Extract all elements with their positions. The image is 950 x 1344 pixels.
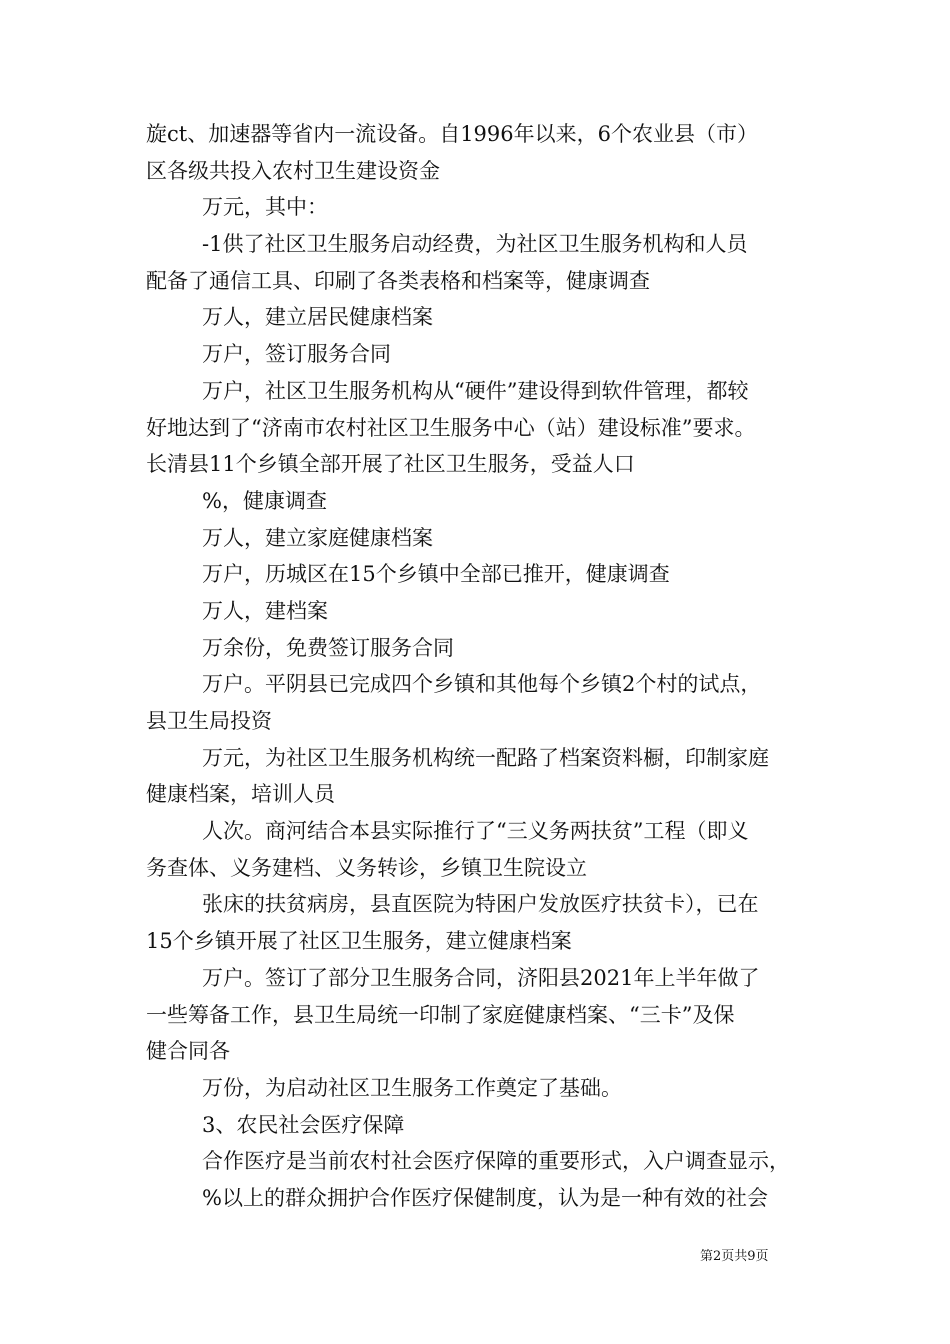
text-line-19: 健康档案，培训人员 — [146, 782, 335, 807]
text-line-26: 健合同各 — [146, 1039, 230, 1064]
text-line-30: %以上的群众拥护合作医疗保健制度，认为是一种有效的社会 — [202, 1185, 768, 1210]
text-line-14: 万人，建档案 — [202, 598, 328, 623]
text-line-20: 人次。商河结合本县实际推行了“三义务两扶贫”工程（即义 — [202, 819, 749, 844]
text-line-4: -1供了社区卫生服务启动经费，为社区卫生服务机构和人员 — [202, 232, 748, 257]
text-line-5: 配备了通信工具、印刷了各类表格和档案等，健康调查 — [146, 268, 650, 293]
text-line-8: 万户，社区卫生服务机构从“硬件”建设得到软件管理，都较 — [202, 378, 749, 403]
text-line-27: 万份，为启动社区卫生服务工作奠定了基础。 — [202, 1075, 622, 1100]
text-line-12: 万人，建立家庭健康档案 — [202, 525, 433, 550]
text-line-13: 万户，历城区在15个乡镇中全部已推开，健康调查 — [202, 562, 670, 587]
text-line-28: 3、农民社会医疗保障 — [202, 1112, 405, 1137]
text-line-17: 县卫生局投资 — [146, 709, 272, 733]
text-line-16: 万户。平阴县已完成四个乡镇和其他每个乡镇2个村的试点， — [202, 672, 762, 697]
body-text — [146, 116, 826, 1217]
page-number-footer: 第2页共9页 — [700, 1249, 769, 1264]
text-line-21: 务查体、义务建档、义务转诊，乡镇卫生院设立 — [146, 855, 587, 880]
text-line-2: 区各级共投入农村卫生建设资金 — [146, 158, 440, 183]
text-line-10: 长清县11个乡镇全部开展了社区卫生服务，受益人口 — [146, 452, 635, 477]
text-line-23: 15个乡镇开展了社区卫生服务，建立健康档案 — [146, 929, 572, 954]
text-line-1: 旋ct、加速器等省内一流设备。自1996年以来，6个农业县（市） — [146, 122, 759, 146]
text-line-7: 万户，签订服务合同 — [202, 342, 391, 367]
text-line-9: 好地达到了“济南市农村社区卫生服务中心（站）建设标准”要求。 — [146, 415, 756, 440]
text-line-3: 万元，其中： — [202, 195, 328, 220]
text-line-11: %，健康调查 — [202, 488, 327, 513]
text-line-6: 万人，建立居民健康档案 — [202, 305, 433, 330]
text-line-29: 合作医疗是当前农村社会医疗保障的重要形式，入户调查显示， — [202, 1149, 790, 1174]
text-line-15: 万余份，免费签订服务合同 — [202, 635, 454, 660]
text-line-18: 万元，为社区卫生服务机构统一配路了档案资料橱，印制家庭 — [202, 745, 769, 770]
text-line-24: 万户。签订了部分卫生服务合同，济阳县2021年上半年做了 — [202, 965, 760, 990]
text-line-25: 一些筹备工作，县卫生局统一印制了家庭健康档案、“三卡”及保 — [146, 1002, 735, 1027]
text-line-22: 张床的扶贫病房，县直医院为特困户发放医疗扶贫卡），已在 — [202, 892, 759, 917]
